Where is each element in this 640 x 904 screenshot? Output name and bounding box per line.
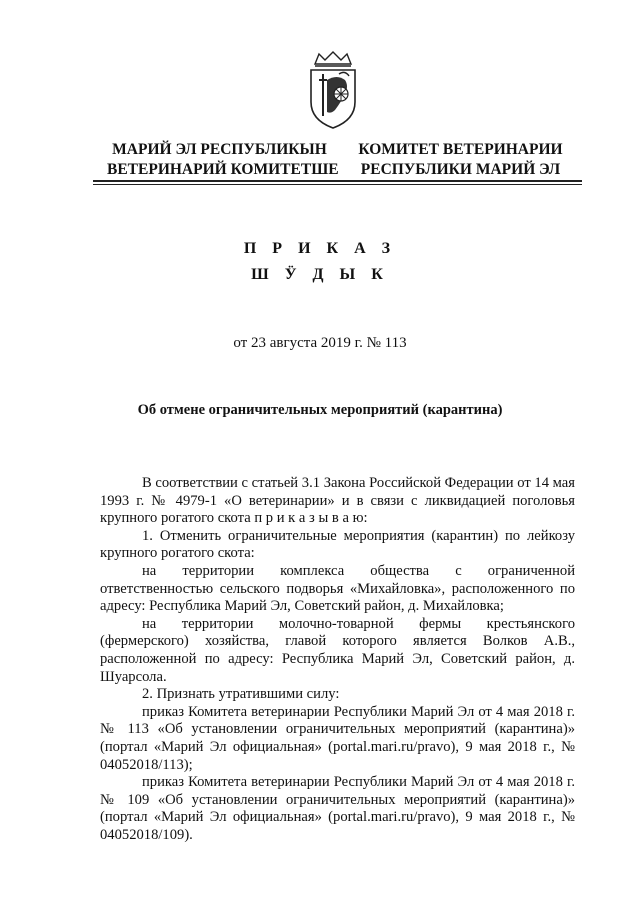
header-right [348, 140, 573, 180]
header-divider-thin [93, 184, 582, 185]
paragraph-item-2-b: приказ Комитета ветеринарии Республики Марий Эл от 4 мая 2018 г. № 109 «Об установлении ограничительных мероприятий (карантина)» (портал «Марий Эл официальная» (portal.mari.ru/pravo), 9 мая 2018 г., № 04052018/109). [100, 774, 575, 843]
header-right-line2: РЕСПУБЛИКИ МАРИЙ ЭЛ [360, 161, 561, 178]
paragraph-item-2-a: приказ Комитета ветеринарии Республики Марий Эл от 4 мая 2018 г. № 113 «Об установлении ограничительных мероприятий (карантина)» (портал «Марий Эл официальная» (portal.mari.ru/pravo), 9 мая 2018 г., № 04052018/113); [100, 703, 575, 773]
header-left-line1: МАРИЙ ЭЛ РЕСПУБЛИКЫН [112, 141, 327, 158]
doc-type-ru: П Р И К А З [243, 240, 397, 257]
paragraph-item-1: 1. Отменить ограничительные мероприятия (карантин) по лейкозу крупного рогатого скота: [100, 527, 575, 562]
header-left-line2: ВЕТЕРИНАРИЙ КОМИТЕТШЕ [107, 161, 339, 178]
paragraph-item-1-b: на территории молочно-товарной фермы крестьянского (фермерского) хозяйства, главой которого является Волков А.В., расположенной по адресу: Республика Марий Эл, Советский район, д. Шуарсола. [100, 615, 575, 685]
paragraph-preamble: В соответствии с статьей 3.1 Закона Российской Федерации от 14 мая 1993 г. № 4979-1 «О ветеринарии» и в связи с ликвидацией поголовья крупного рогатого скота п р и к а з ы в а ю: [100, 475, 575, 527]
order-body [100, 475, 575, 844]
header-left [107, 140, 339, 180]
header-right-line1: КОМИТЕТ ВЕТЕРИНАРИИ [358, 141, 563, 158]
paragraph-item-2: 2. Признать утратившими силу: [142, 686, 340, 703]
header-divider-thick [93, 180, 582, 182]
coat-of-arms-icon [301, 50, 365, 130]
order-title: Об отмене ограничительных мероприятий (карантина) [137, 402, 503, 418]
paragraph-item-1-a: на территории комплекса общества с ограниченной ответственностью сельского подворья «Михайловка», расположенного по адресу: Республика Марий Эл, Советский район, д. Михайловка; [100, 562, 575, 615]
doc-type-mari: Ш Ӱ Д Ы К [251, 266, 389, 283]
order-date: от 23 августа 2019 г. № 113 [233, 335, 407, 351]
